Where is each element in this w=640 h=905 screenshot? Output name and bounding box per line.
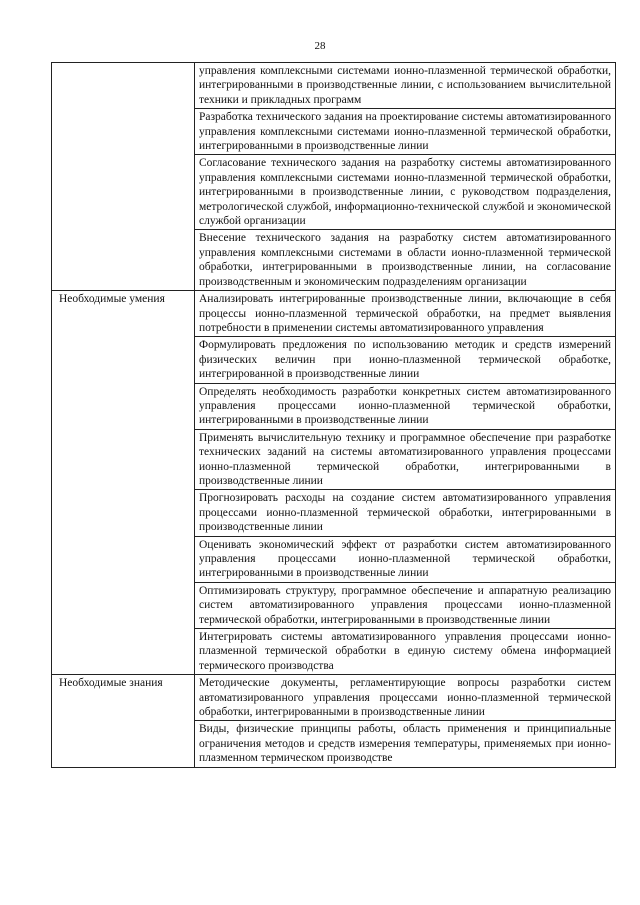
row-text: Оптимизировать структуру, программное обеспечение и аппаратную реализацию систем автоматизированного управления процессами ионно-плазменной термической обработки, интегрированными в производственные линии — [195, 582, 616, 628]
section-label-knowledge: Необходимые знания — [52, 675, 195, 767]
table-row — [52, 675, 616, 721]
row-text: Прогнозировать расходы на создание систем автоматизированного управления процессами ионно-плазменной термической обработки, интегрированными в производственные линии — [195, 490, 616, 536]
row-text: Виды, физические принципы работы, область применения и принципиальные ограничения методов и средств измерения температуры, применяемых при ионно-плазменном термическом производстве — [195, 721, 616, 767]
row-text: Методические документы, регламентирующие вопросы разработки систем автоматизированного управления процессами ионно-плазменной термической обработки, интегрированными в производственные линии — [195, 675, 616, 721]
row-label — [52, 63, 195, 291]
table-row — [52, 291, 616, 337]
row-text: Согласование технического задания на разработку системы автоматизированного управления комплексными системами ионно-плазменной термической обработки, интегрированными в производственные линии, с руководством подразделения, метрологической службой, информационно-технической службой и экономической службой организации — [195, 155, 616, 230]
competency-table — [51, 62, 616, 768]
table-row — [52, 63, 616, 109]
row-text: Внесение технического задания на разработку систем автоматизированного управления комплексными системами в области ионно-плазменной термической обработки, интегрированными в производственные линии, на согласование производственным и экономическим подразделениям организации — [195, 230, 616, 291]
row-text: Разработка технического задания на проектирование системы автоматизированного управления комплексными системами ионно-плазменной термической обработки, интегрированными в производственные линии — [195, 109, 616, 155]
section-label-skills: Необходимые умения — [52, 291, 195, 675]
row-text: управления комплексными системами ионно-плазменной термической обработки, интегрированными в производственные линии, с использованием вычислительной техники и прикладных программ — [195, 63, 616, 109]
row-text: Оценивать экономический эффект от разработки систем автоматизированного управления процессами ионно-плазменной термической обработки, интегрированными в производственные линии — [195, 536, 616, 582]
row-text: Анализировать интегрированные производственные линии, включающие в себя процессы ионно-плазменной термической обработки, на предмет выявления потребности в применении системы автоматизированного управления — [195, 291, 616, 337]
page-number: 28 — [314, 40, 326, 52]
row-text: Интегрировать системы автоматизированного управления процессами ионно-плазменной термической обработки в единую систему обмена информацией термического производства — [195, 629, 616, 675]
row-text: Формулировать предложения по использованию методик и средств измерений физических величин при ионно-плазменной термической обработке, интегрированной в производственные линии — [195, 337, 616, 383]
row-text: Применять вычислительную технику и программное обеспечение при разработке технических заданий на системы автоматизированного управления процессами ионно-плазменной термической обработки, интегрированными в производственные линии — [195, 429, 616, 490]
row-text: Определять необходимость разработки конкретных систем автоматизированного управления процессами ионно-плазменной термической обработки, интегрированными в производственные линии — [195, 383, 616, 429]
